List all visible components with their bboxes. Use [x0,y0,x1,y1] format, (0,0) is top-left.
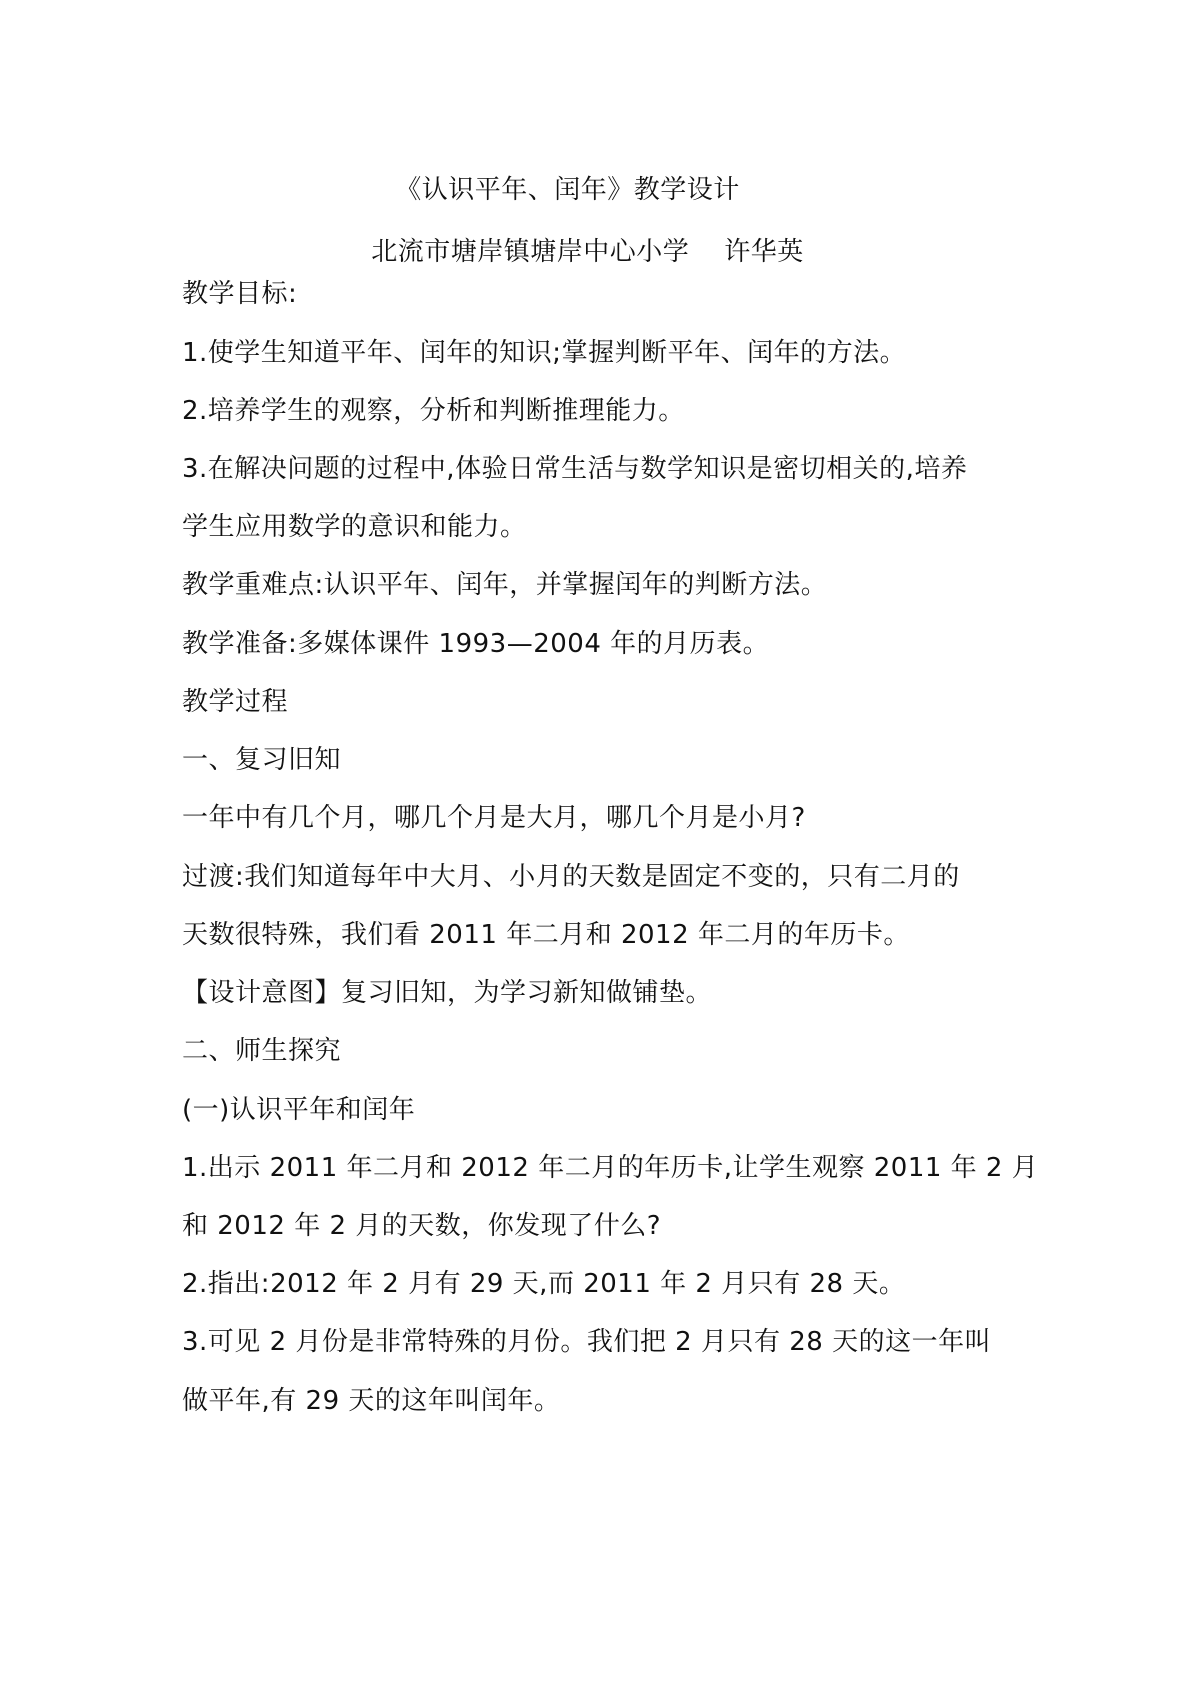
step-heading-explore: 二、师生探究 [182,1036,342,1066]
objective-2: 2.培养学生的观察，分析和判断推理能力。 [182,396,685,426]
subsection-heading: (一)认识平年和闰年 [182,1095,416,1125]
step-heading-review: 一、复习旧知 [182,745,342,775]
section-heading-process: 教学过程 [182,687,289,717]
explore-item-1-line-2: 和 2012 年 2 月的天数，你发现了什么? [182,1211,662,1241]
teaching-preparation: 教学准备:多媒体课件 1993—2004 年的月历表。 [182,629,770,659]
transition-line-1: 过渡:我们知道每年中大月、小月的天数是固定不变的，只有二月的 [182,862,960,892]
objective-1: 1.使学生知道平年、闰年的知识;掌握判断平年、闰年的方法。 [182,338,907,368]
objective-3-line-1: 3.在解决问题的过程中,体验日常生活与数学知识是密切相关的,培养 [182,454,968,484]
explore-item-3-line-2: 做平年,有 29 天的这年叫闰年。 [182,1386,561,1416]
transition-line-2: 天数很特殊，我们看 2011 年二月和 2012 年二月的年历卡。 [182,920,910,950]
review-question: 一年中有几个月，哪几个月是大月，哪几个月是小月? [182,803,806,833]
key-points: 教学重难点:认识平年、闰年，并掌握闰年的判断方法。 [182,570,828,600]
author-line: 北流市塘岸镇塘岸中心小学 许华英 [371,237,804,267]
explore-item-2: 2.指出:2012 年 2 月有 29 天,而 2011 年 2 月只有 28 天。 [182,1269,906,1299]
explore-item-3-line-1: 3.可见 2 月份是非常特殊的月份。我们把 2 月只有 28 天的这一年叫 [182,1327,992,1357]
section-heading-objectives: 教学目标: [182,279,298,309]
objective-3-line-2: 学生应用数学的意识和能力。 [182,512,527,542]
design-intent: 【设计意图】复习旧知，为学习新知做铺垫。 [182,978,713,1008]
explore-item-1-line-1: 1.出示 2011 年二月和 2012 年二月的年历卡,让学生观察 2011 年 2 月 [182,1153,1039,1183]
document-title: 《认识平年、闰年》教学设计 [395,175,740,205]
